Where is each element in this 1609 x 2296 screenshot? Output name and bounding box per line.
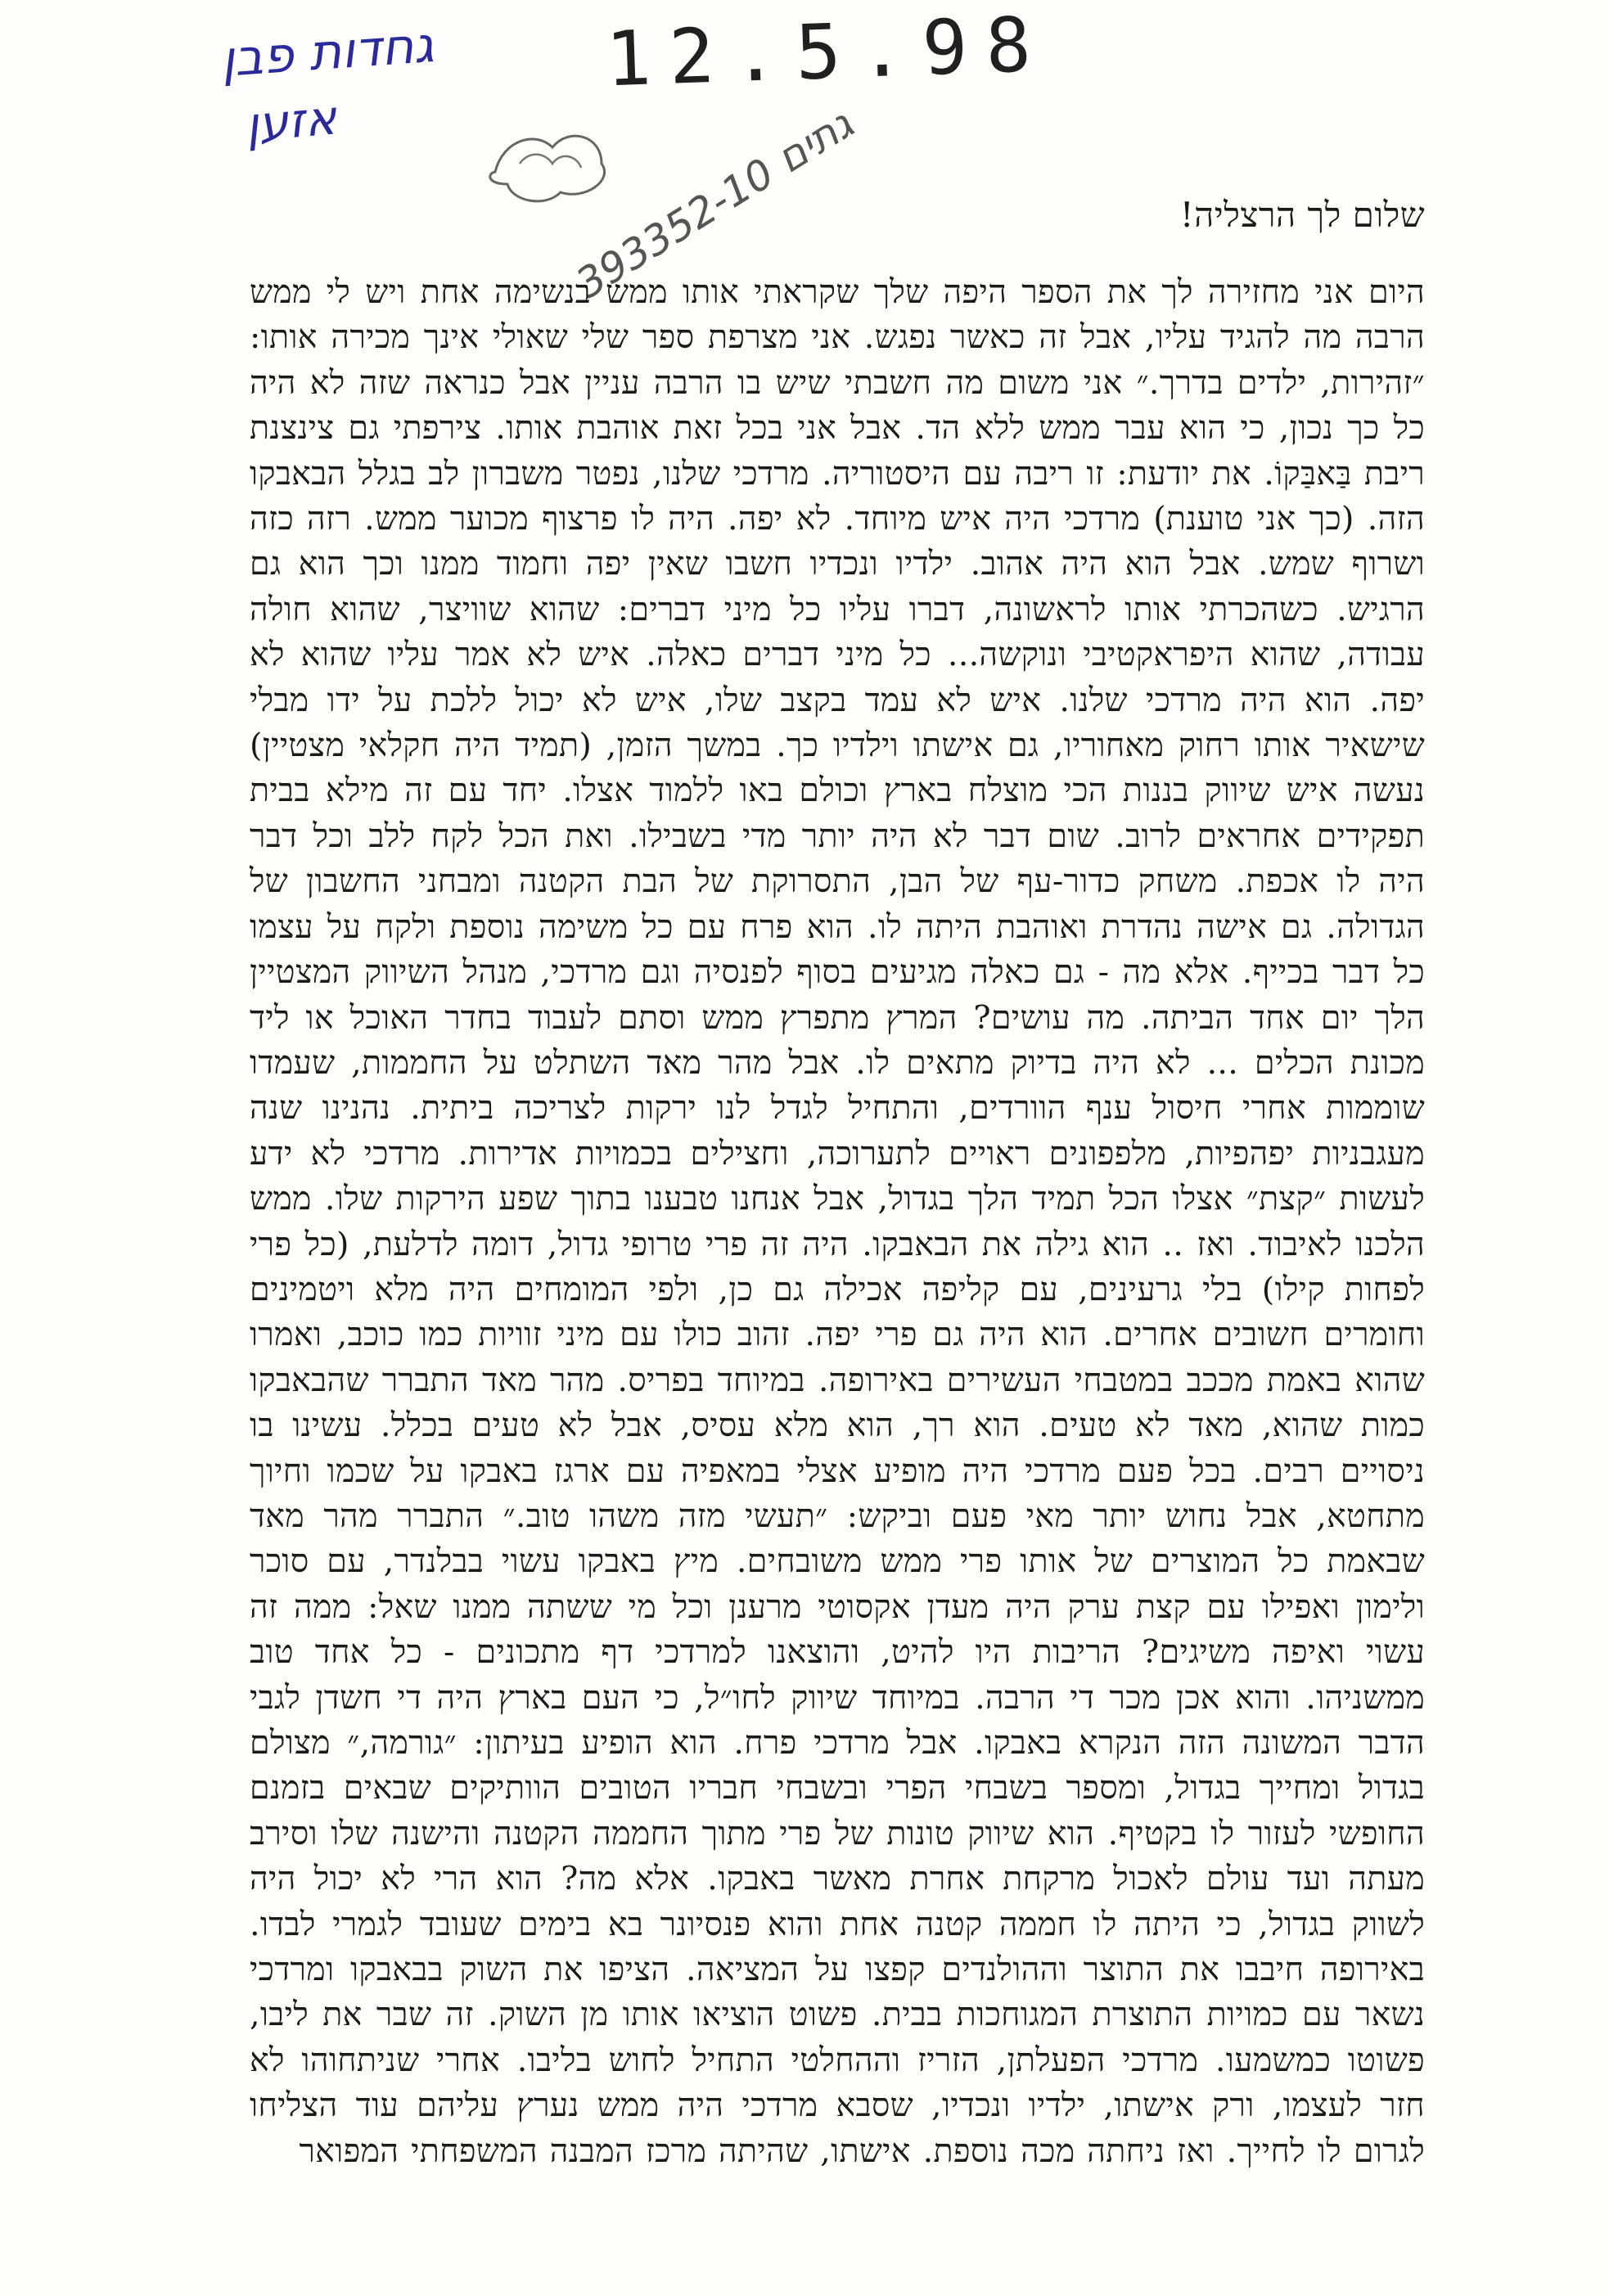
- handwritten-second-note: אזען: [243, 89, 339, 153]
- stamp-scribble-icon: [479, 115, 626, 213]
- handwritten-date: 12.5.98: [604, 0, 1051, 104]
- letter-greeting: שלום לך הרצליה!: [1179, 195, 1425, 235]
- stamp-archive-id: גתים 393352-10: [567, 100, 862, 308]
- handwritten-name-note: גחדות פבן: [219, 16, 436, 88]
- letter-body-text: היום אני מחזירה לך את הספר היפה שלך שקראתי אותו ממש בנשימה אחת ויש לי ממש הרבה מה להגיד עליו, אבל זה כאשר נפגש. אני מצרפת ספר שלי שאולי אינך מכירה אותו: ״זהירות, ילדים בדרך.״ אני משום מה חשבתי שיש בו הרבה עניין אבל כנראה שזה לא היה כל כך נכון, כי הוא עבר ממש ללא הד. אבל אני בכל זאת אוהבת אותו. צירפתי גם צינצנת ריבת בַּאבַּקוֹ. את יודעת: זו ריבה עם היסטוריה. מרדכי שלנו, נפטר משברון לב בגלל הבאבקו הזה. (כך אני טוענת) מרדכי היה איש מיוחד. לא יפה. היה לו פרצוף מכוער ממש. רזה כזה ושרוף שמש. אבל הוא היה אהוב. ילדיו ונכדיו חשבו שאין יפה וחמוד ממנו וכך הוא גם הרגיש. כשהכרתי אותו לראשונה, דברו עליו כל מיני דברים: שהוא שוויצר, שהוא חולה עבודה, שהוא היפראקטיבי ונוקשה... כל מיני דברים כאלה. איש לא אמר עליו שהוא לא יפה. הוא היה מרדכי שלנו. איש לא עמד בקצב שלו, איש לא יכול ללכת על ידו מבלי שישאיר אותו רחוק מאחוריו, גם אישתו וילדיו כך. במשך הזמן, (תמיד היה חקלאי מצטיין) נעשה איש שיווק בננות הכי מוצלח בארץ וכולם באו ללמוד אצלו. יחד עם זה מילא בבית תפקידים אחראים לרוב. שום דבר לא היה יותר מדי בשבילו. ואת הכל לקח ללב וכל דבר היה לו אכפת. משחק כדור-עף של הבן, התסרוקת של הבת הקטנה ומבחני החשבון של הגדולה. גם אישה נהדרת ואוהבת היתה לו. הוא פרח עם כל משימה נוספת ולקח על עצמו כל דבר בכייף. אלא מה - גם כאלה מגיעים בסוף לפנסיה וגם מרדכי, מנהל השיווק המצטיין הלך יום אחד הביתה. מה עושים? המרץ מתפרץ ממש וסתם לעבוד בחדר האוכל או ליד מכונת הכלים ... לא היה בדיוק מתאים לו. אבל מהר מאד השתלט על החממות, שעמדו שוממות אחרי חיסול ענף הוורדים, והתחיל לגדל לנו ירקות לצריכה ביתית. נהנינו שנה מעגבניות יפהפיות, מלפפונים ראויים לתערוכה, וחצילים בכמויות אדירות. מרדכי לא ידע לעשות ״קצת״ אצלו הכל תמיד הלך בגדול, אבל אנחנו טבענו בתוך שפע הירקות שלו. ממש הלכנו לאיבוד. ואז .. הוא גילה את הבאבקו. היה זה פרי טרופי גדול, דומה לדלעת, (כל פרי לפחות קילו) בלי גרעינים, עם קליפה אכילה גם כן, ולפי המומחים היה מלא ויטמינים וחומרים חשובים אחרים. הוא היה גם פרי יפה. זהוב כולו עם מיני זוויות כמו כוכב, ואמרו שהוא באמת מככב במטבחי העשירים באירופה. במיוחד בפריס. מהר מאד התברר שהבאבקו כמות שהוא, מאד לא טעים. הוא רך, הוא מלא עסיס, אבל לא טעים בכלל. עשינו בו ניסויים רבים. בכל פעם מרדכי היה מופיע אצלי במאפיה עם ארגז באבקו על שכמו וחיוך מתחטא, אבל נחוש יותר מאי פעם וביקש: ״תעשי מזה משהו טוב.״ התברר מהר מאד שבאמת כל המוצרים של אותו פרי ממש משובחים. מיץ באבקו עשוי בבלנדר, עם סוכר ולימון ואפילו עם קצת ערק היה מעדן אקסוטי מרענן וכל מי ששתה ממנו שאל: ממה זה עשוי ואיפה משיגים? הריבות היו להיט, והוצאנו למרדכי דף מתכונים - כל אחד טוב ממשניהו. והוא אכן מכר די הרבה. במיוחד שיווק לחו״ל, כי העם בארץ היה די חשדן לגבי הדבר המשונה הזה הנקרא באבקו. אבל מרדכי פרח. הוא הופיע בעיתון: ״גורמה,״ מצולם בגדול ומחייך בגדול, ומספר בשבחי הפרי ובשבחי חבריו הטובים הוותיקים שבאים בזמנם החופשי לעזור לו בקטיף. הוא שיווק טונות של פרי מתוך החממה הקטנה והישנה שלו וסירב מעתה ועד עולם לאכול מרקחת אחרת מאשר באבקו. אלא מה? הוא הרי לא יכול היה לשווק בגדול, כי היתה לו חממה קטנה אחת והוא פנסיונר בא בימים שעובד לגמרי לבדו. באירופה חיבבו את התוצר וההולנדים קפצו על המציאה. הציפו את השוק בבאבקו ומרדכי נשאר עם כמויות התוצרת המגוחכות בבית. פשוט הוציאו אותו מן השוק. זה שבר את ליבו, פשוטו כמשמעו. מרדכי הפעלתן, הזריז וההחלטי התחיל לחוש בליבו. אחרי שניתחוהו לא חזר לעצמו, ורק אישתו, ילדיו ונכדיו, שסבא מרדכי היה ממש נערץ עליהם עוד הצליחו לגרום לו לחייך. ואז ניחתה מכה נוספת. אישתו, שהיתה מרכז המבנה המשפחתי המפואר: [250, 273, 1425, 2170]
